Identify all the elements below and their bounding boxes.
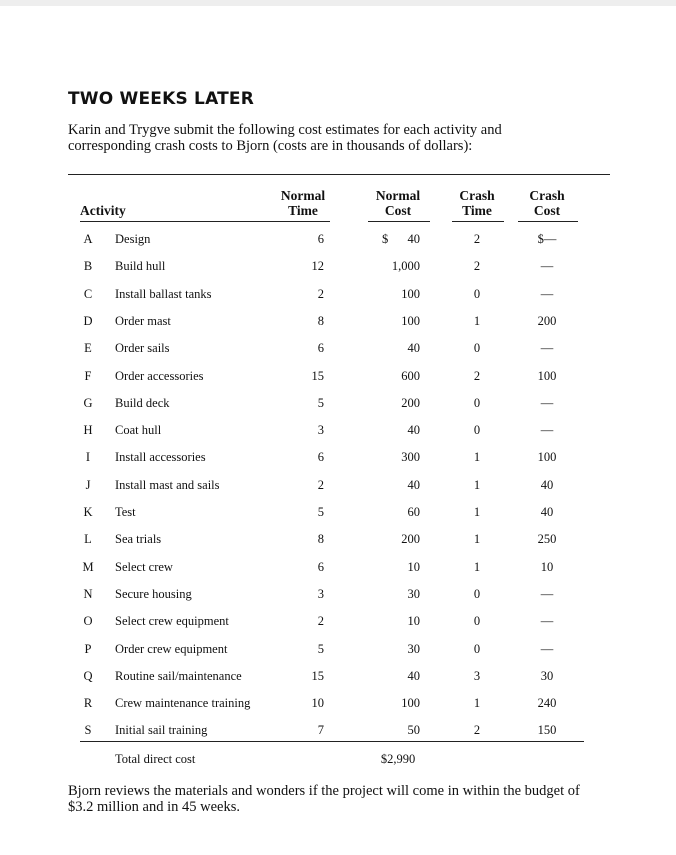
normal-cost-value: 30 [407,642,420,656]
header-crash-cost: Crash Cost [529,188,565,218]
normal-time-value: 10 [311,696,324,710]
header-normal-time: Normal Time [280,188,326,218]
normal-time-value: 7 [317,723,324,737]
activity-letter: H [83,423,93,437]
normal-time-value: 15 [311,669,324,683]
activity-letter: B [83,259,93,273]
crash-time-value: 0 [473,341,481,355]
crash-cost-value: — [540,642,554,656]
activity-letter: J [85,478,91,492]
crash-time-value: 1 [473,314,481,328]
activity-name: Build deck [115,396,170,410]
normal-cost-value: 50 [407,723,420,737]
crash-time-value: 1 [473,505,481,519]
header-activity: Activity [80,203,126,218]
activity-letter: S [84,723,92,737]
activity-letter: R [83,696,93,710]
header-normal-cost: Normal Cost [375,188,421,218]
crash-time-value: 2 [473,723,481,737]
normal-time-value: 5 [317,396,324,410]
total-value: $2,990 [380,752,416,766]
activity-name: Install mast and sails [115,478,220,492]
crash-time-value: 0 [473,587,481,601]
activity-name: Test [115,505,136,519]
activity-letter: E [84,341,92,355]
crash-cost-value: 250 [537,532,557,546]
normal-cost-value: 60 [407,505,420,519]
header-crash-time: Crash Time [459,188,495,218]
normal-time-value: 3 [317,587,324,601]
activity-name: Secure housing [115,587,192,601]
activity-letter: C [83,287,93,301]
normal-cost-value: 40 [407,669,420,683]
normal-cost-value: 100 [401,696,420,710]
table-top-rule [68,174,610,175]
activity-name: Crew maintenance training [115,696,251,710]
normal-time-value: 6 [317,232,324,246]
crash-cost-value: 30 [540,669,554,683]
header-underline-crash-cost [518,221,578,222]
crash-time-value: 0 [473,642,481,656]
header-underline-normal-cost [368,221,430,222]
normal-time-value: 12 [311,259,324,273]
activity-letter: P [84,642,92,656]
activity-name: Routine sail/maintenance [115,669,242,683]
crash-cost-value: 10 [540,560,554,574]
normal-time-value: 2 [317,287,324,301]
crash-time-value: 2 [473,232,481,246]
crash-cost-value: 240 [537,696,557,710]
top-border [0,0,676,6]
normal-cost-value: 600 [401,369,420,383]
normal-time-value: 6 [317,560,324,574]
activity-letter: L [84,532,92,546]
crash-time-value: 0 [473,396,481,410]
crash-cost-value: 40 [540,478,554,492]
activity-letter: F [84,369,92,383]
crash-cost-value: — [540,259,554,273]
normal-cost-value: 200 [401,396,420,410]
header-underline-activity [80,221,330,222]
activity-name: Select crew [115,560,173,574]
crash-time-value: 1 [473,478,481,492]
activity-letter: A [83,232,93,246]
crash-time-value: 2 [473,259,481,273]
crash-time-value: 0 [473,423,481,437]
activity-letter: D [83,314,93,328]
total-label: Total direct cost [115,752,196,766]
normal-time-value: 5 [317,505,324,519]
section-heading: TWO WEEKS LATER [68,89,254,109]
normal-time-value: 6 [317,341,324,355]
crash-time-value: 2 [473,369,481,383]
crash-cost-value: 40 [540,505,554,519]
normal-cost-value: 10 [407,560,420,574]
normal-cost-value: 1,000 [391,259,420,273]
activity-name: Build hull [115,259,166,273]
crash-cost-value: — [540,341,554,355]
crash-time-value: 3 [473,669,481,683]
normal-cost-value: 40 [407,232,420,246]
normal-time-value: 2 [317,478,324,492]
activity-name: Order mast [115,314,171,328]
crash-time-value: 1 [473,696,481,710]
crash-time-value: 1 [473,532,481,546]
activity-letter: I [85,450,91,464]
table-bottom-rule [80,741,584,742]
activity-name: Coat hull [115,423,162,437]
normal-cost-value: 30 [407,587,420,601]
normal-time-value: 3 [317,423,324,437]
crash-cost-value: — [540,614,554,628]
crash-cost-value: 100 [537,450,557,464]
normal-time-value: 2 [317,614,324,628]
normal-cost-value: 40 [407,478,420,492]
activity-name: Design [115,232,151,246]
crash-cost-value: — [540,396,554,410]
activity-name: Install accessories [115,450,206,464]
intro-paragraph: Karin and Trygve submit the following cost estimates for each activity and corresponding crash costs to Bjorn (costs are in thousands of dollars): [68,122,502,154]
normal-cost-value: 100 [401,287,420,301]
normal-time-value: 8 [317,314,324,328]
activity-name: Initial sail training [115,723,208,737]
normal-cost-value: 40 [407,423,420,437]
header-underline-crash-time [452,221,504,222]
activity-letter: G [83,396,93,410]
normal-time-value: 15 [311,369,324,383]
crash-cost-value: 200 [537,314,557,328]
crash-cost-value: — [540,423,554,437]
crash-time-value: 1 [473,560,481,574]
activity-name: Order accessories [115,369,204,383]
activity-letter: M [82,560,94,574]
normal-cost-dollar-sign: $ [382,232,389,246]
activity-name: Sea trials [115,532,162,546]
normal-time-value: 6 [317,450,324,464]
outro-paragraph: Bjorn reviews the materials and wonders if the project will come in within the budget of $3.2 million and in 45 weeks. [68,783,580,815]
activity-name: Order sails [115,341,170,355]
activity-letter: K [83,505,93,519]
crash-cost-value: $— [537,232,557,246]
normal-time-value: 8 [317,532,324,546]
normal-cost-value: 10 [407,614,420,628]
crash-time-value: 1 [473,450,481,464]
activity-name: Order crew equipment [115,642,228,656]
normal-time-value: 5 [317,642,324,656]
crash-cost-value: 150 [537,723,557,737]
normal-cost-value: 100 [401,314,420,328]
activity-letter: Q [83,669,93,683]
crash-cost-value: 100 [537,369,557,383]
activity-letter: O [83,614,93,628]
crash-time-value: 0 [473,614,481,628]
crash-cost-value: — [540,287,554,301]
crash-cost-value: — [540,587,554,601]
activity-name: Select crew equipment [115,614,229,628]
normal-cost-value: 200 [401,532,420,546]
crash-time-value: 0 [473,287,481,301]
activity-letter: N [83,587,93,601]
normal-cost-value: 300 [401,450,420,464]
normal-cost-value: 40 [407,341,420,355]
activity-name: Install ballast tanks [115,287,212,301]
